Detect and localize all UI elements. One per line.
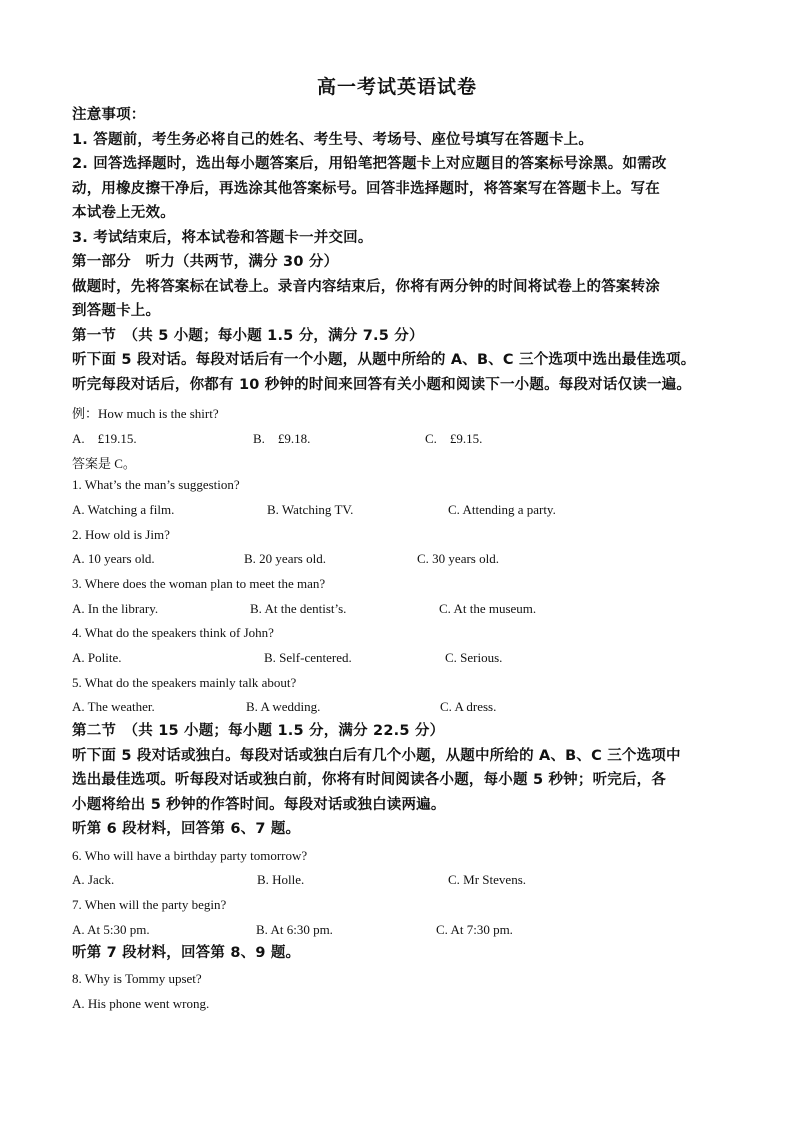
question-8-options xyxy=(72,996,732,1014)
question-4: 4. What do the speakers think of John? xyxy=(72,625,274,640)
notes-item-3: 3. 考试结束后，将本试卷和答题卡一并交回。 xyxy=(72,229,373,246)
q4-option-a: A. Polite. xyxy=(72,650,122,665)
q1-option-c: C. Attending a party. xyxy=(448,502,556,517)
example-option-a: A. £19.15. xyxy=(72,431,137,446)
question-1-options xyxy=(72,502,732,520)
notes-heading: 注意事项： xyxy=(72,107,146,123)
example-option-b: B. £9.18. xyxy=(253,431,311,446)
q1-option-a: A. Watching a film. xyxy=(72,502,175,517)
section2-instruction-line-3: 小题将给出 5 秒钟的作答时间。每段对话或独白读两遍。 xyxy=(72,796,446,813)
q1-option-b: B. Watching TV. xyxy=(267,502,354,517)
example-question: 例：How much is the shirt? xyxy=(72,406,219,421)
notes-item-2-line-3: 本试卷上无效。 xyxy=(72,205,175,221)
section1-instruction-line-1: 听下面 5 段对话。每段对话后有一个小题，从题中所给的 A、B、C 三个选项中选出最佳选项。 xyxy=(72,352,696,368)
question-2-options xyxy=(72,551,732,569)
question-1: 1. What’s the man’s suggestion? xyxy=(72,477,240,492)
q6-option-b: B. Holle. xyxy=(257,872,305,887)
section2-instruction-line-2: 选出最佳选项。听每段对话或独白前，你将有时间阅读各小题，每小题 5 秒钟；听完后，各 xyxy=(72,772,667,788)
notes-item-2-line-2: 动，用橡皮擦干净后，再选涂其他答案标号。回答非选择题时，将答案写在答题卡上。写在 xyxy=(72,180,660,197)
q3-option-c: C. At the museum. xyxy=(439,601,537,616)
question-7: 7. When will the party begin? xyxy=(72,897,227,912)
q5-option-a: A. The weather. xyxy=(72,699,155,714)
part1-instruction-line-1: 做题时，先将答案标在试卷上。录音内容结束后，你将有两分钟的时间将试卷上的答案转涂 xyxy=(72,278,660,295)
q4-option-c: C. Serious. xyxy=(445,650,503,665)
example-options xyxy=(72,428,732,446)
q7-option-a: A. At 5:30 pm. xyxy=(72,922,150,937)
question-6-options xyxy=(72,872,732,890)
section1-heading: 第一节 （共 5 小题；每小题 1.5 分，满分 7.5 分） xyxy=(72,327,424,344)
q2-option-c: C. 30 years old. xyxy=(417,551,499,566)
q6-option-a: A. Jack. xyxy=(72,872,115,887)
q8-option-a: A. His phone went wrong. xyxy=(72,996,210,1011)
q2-option-b: B. 20 years old. xyxy=(244,551,326,566)
question-4-options xyxy=(72,650,732,668)
part1-instruction-line-2: 到答题卡上。 xyxy=(72,303,161,319)
section1-instruction-line-2: 听完每段对话后，你都有 10 秒钟的时间来回答有关小题和阅读下一小题。每段对话仅读一遍。 xyxy=(72,376,692,393)
q2-option-a: A. 10 years old. xyxy=(72,551,155,566)
q3-option-b: B. At the dentist’s. xyxy=(250,601,347,616)
q3-option-a: A. In the library. xyxy=(72,601,159,616)
part1-heading: 第一部分 听力（共两节，满分 30 分） xyxy=(72,254,339,270)
question-5: 5. What do the speakers mainly talk about? xyxy=(72,675,297,690)
notes-block xyxy=(72,103,732,397)
notes-item-1: 1. 答题前，考生务必将自己的姓名、考生号、考场号、座位号填写在答题卡上。 xyxy=(72,131,594,148)
q7-option-b: B. At 6:30 pm. xyxy=(256,922,333,937)
q6-option-c: C. Mr Stevens. xyxy=(448,872,526,887)
material-6-heading: 听第 6 段材料，回答第 6、7 题。 xyxy=(72,821,301,837)
question-8: 8. Why is Tommy upset? xyxy=(72,971,202,986)
material-7-heading: 听第 7 段材料，回答第 8、9 题。 xyxy=(72,945,301,961)
question-5-options xyxy=(72,699,732,717)
section2-instruction-line-1: 听下面 5 段对话或独白。每段对话或独白后有几个小题，从题中所给的 A、B、C 三个选项中 xyxy=(72,747,681,764)
q7-option-c: C. At 7:30 pm. xyxy=(436,922,513,937)
question-6: 6. Who will have a birthday party tomorrow? xyxy=(72,848,308,863)
question-3-options xyxy=(72,601,732,619)
question-7-options xyxy=(72,922,732,940)
example-answer: 答案是 C。 xyxy=(72,456,136,471)
example-option-c: C. £9.15. xyxy=(425,431,483,446)
question-3: 3. Where does the woman plan to meet the man? xyxy=(72,576,326,591)
q4-option-b: B. Self-centered. xyxy=(264,650,352,665)
notes-item-2-line-1: 2. 回答选择题时，选出每小题答案后，用铅笔把答题卡上对应题目的答案标号涂黑。如需改 xyxy=(72,156,667,172)
q5-option-c: C. A dress. xyxy=(440,699,497,714)
section2-block xyxy=(72,719,732,842)
page-title: 高一考试英语试卷 xyxy=(316,77,477,98)
section2-heading: 第二节 （共 15 小题；每小题 1.5 分，满分 22.5 分） xyxy=(72,723,445,739)
q5-option-b: B. A wedding. xyxy=(246,699,321,714)
question-2: 2. How old is Jim? xyxy=(72,527,170,542)
